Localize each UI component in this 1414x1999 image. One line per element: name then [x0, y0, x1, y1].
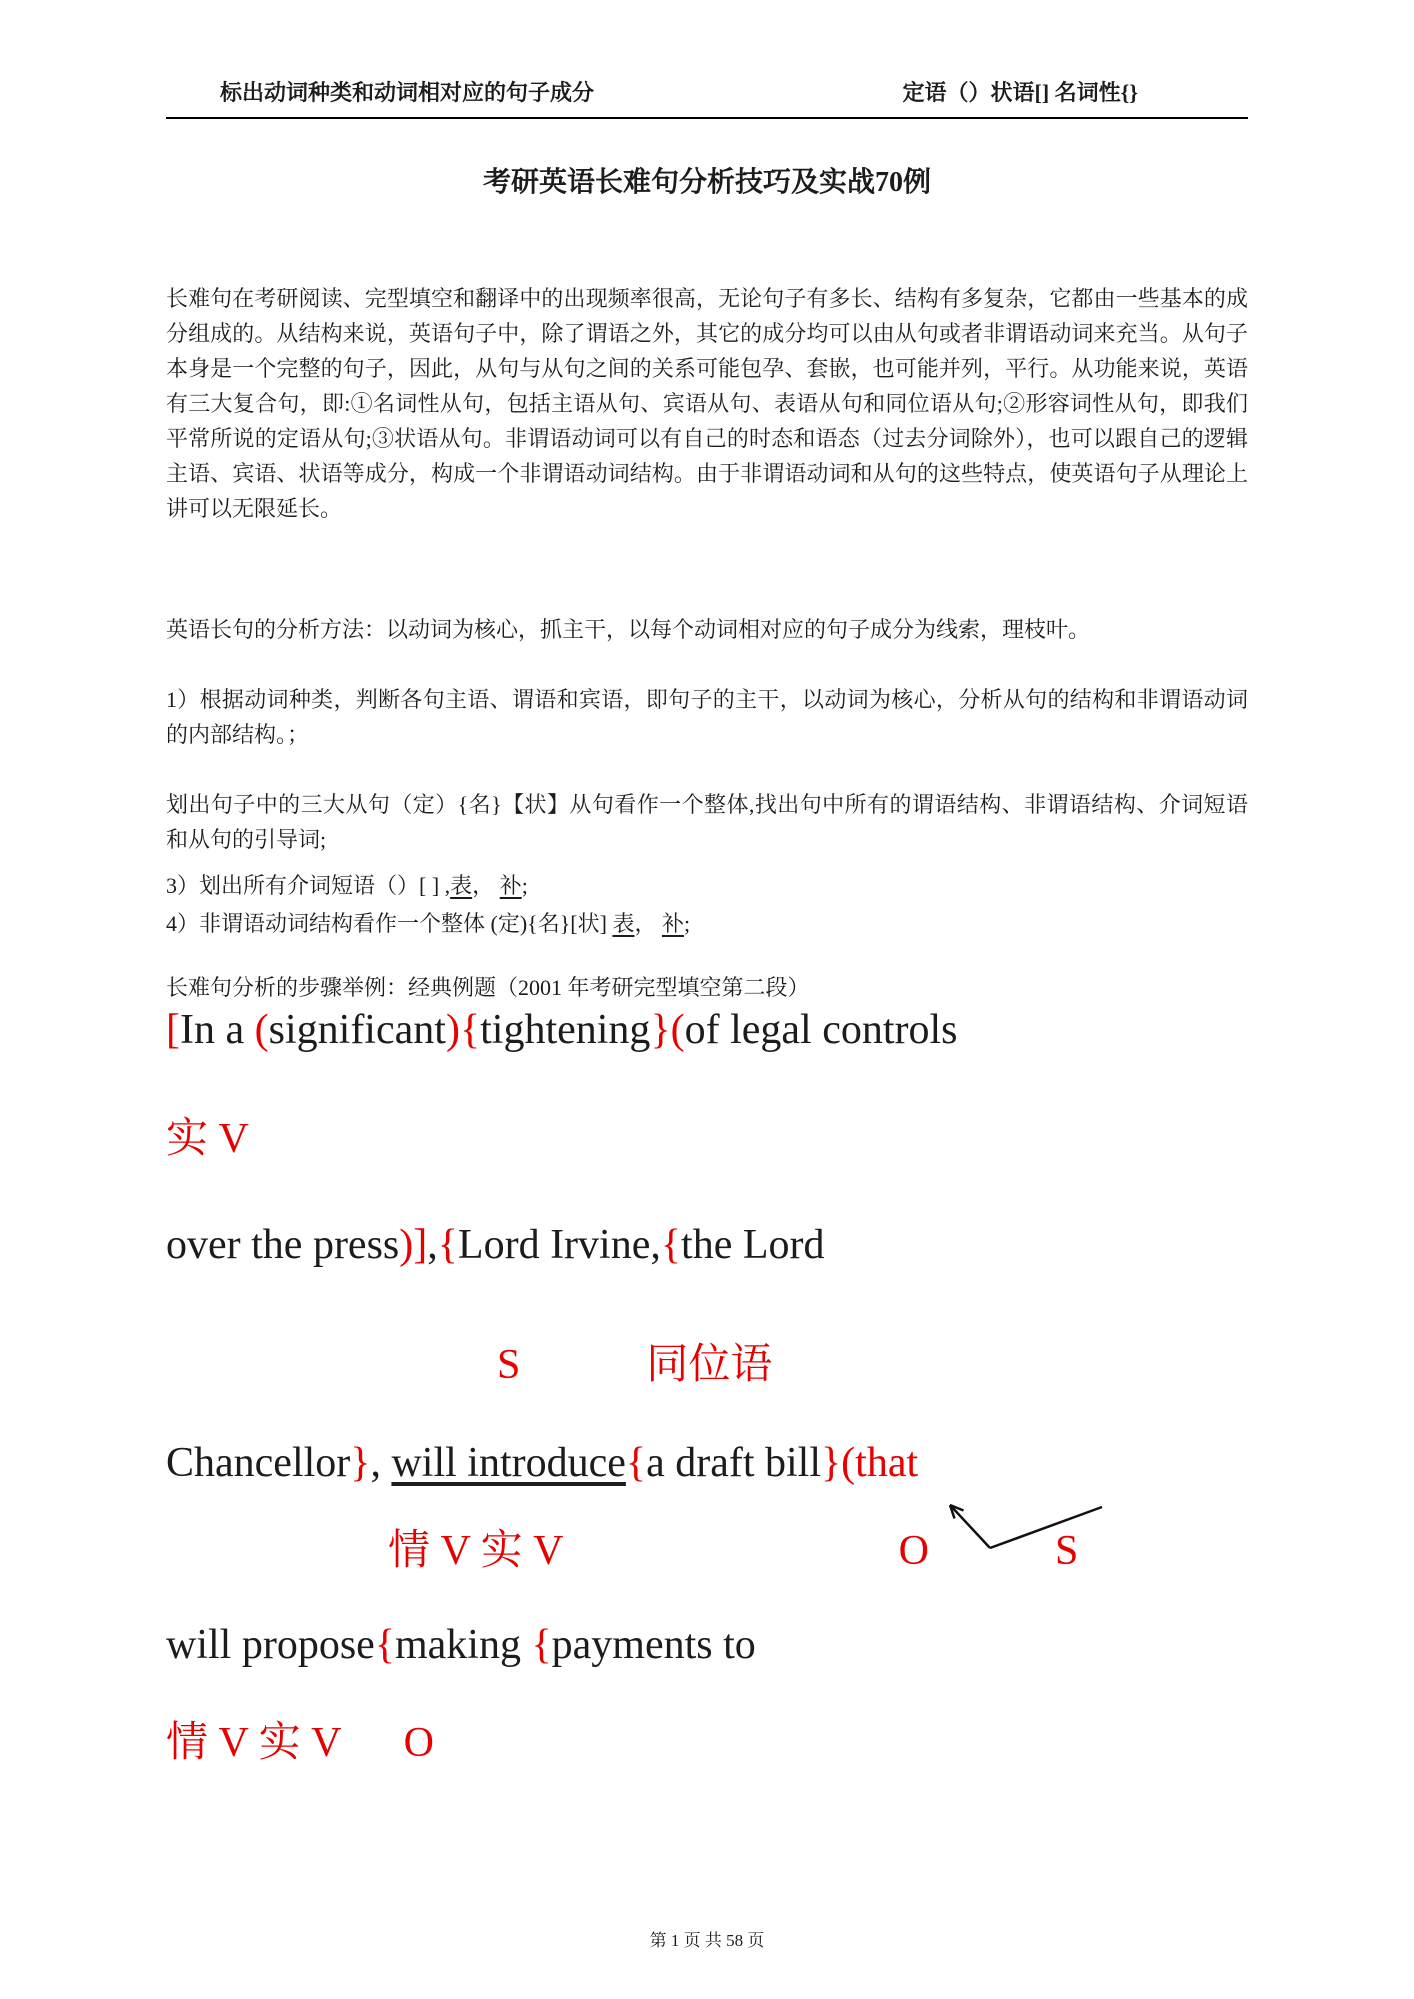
page-footer: 第 1 页 共 58 页	[649, 1931, 765, 1950]
method-paragraph: 英语长句的分析方法：以动词为核心，抓主干，以每个动词相对应的句子成分为线索，理枝叶。	[166, 617, 1091, 642]
annotation-line-4: 情 V 实 V O	[166, 1720, 434, 1766]
sentence-line-4: will propose{making {payments to	[166, 1622, 756, 1668]
annotation-line-1: 实 V	[166, 1116, 249, 1162]
annotation-line-2: S 同位语	[497, 1342, 773, 1388]
sentence-line-1: [In a (significant){tightening}(of legal controls	[166, 1007, 958, 1053]
step-4: 4）非谓语动词结构看作一个整体 (定){名}[状] 表， 补;	[166, 911, 691, 936]
sentence-line-2: over the press)],{Lord Irvine,{the Lord	[166, 1222, 825, 1268]
intro-paragraph: 长难句在考研阅读、完型填空和翻译中的出现频率很高，无论句子有多长、结构有多复杂，它都由一些基本的成分组成的。从结构来说，英语句子中，除了谓语之外，其它的成分均可以由从句或者非谓语动词来充当。从句子本身是一个完整的句子，因此，从句与从句之间的关系可能包孕、套嵌，也可能并列，平行。从功能来说，英语有三大复合句，即:①名词性从句，包括主语从句、宾语从句、表语从句和同位语从句;②形容词性从句，即我们平常所说的定语从句;③状语从句。非谓语动词可以有自己的时态和语态（过去分词除外），也可以跟自己的逻辑主语、宾语、状语等成分，构成一个非谓语动词结构。由于非谓语动词和从句的这些特点，使英语句子从理论上讲可以无限延长。	[166, 286, 1248, 521]
example-caption: 长难句分析的步骤举例：经典例题（2001 年考研完型填空第二段）	[166, 975, 810, 1000]
annotation-line-3: 情 V 实 V O S	[388, 1528, 1079, 1574]
step-3: 3）划出所有介词短语（）[ ] ,表， 补;	[166, 873, 528, 898]
header-right-text: 定语（）状语[] 名词性{}	[902, 80, 1138, 105]
sentence-line-3: Chancellor}, will introduce{a draft bill}(that	[166, 1440, 919, 1486]
header-left-text: 标出动词种类和动词相对应的句子成分	[220, 80, 595, 105]
page-header	[166, 76, 1248, 119]
step-1: 1）根据动词种类，判断各句主语、谓语和宾语，即句子的主干，以动词为核心，分析从句的结构和非谓语动词的内部结构。；	[166, 687, 1248, 747]
page-title: 考研英语长难句分析技巧及实战70例	[482, 167, 931, 198]
step-2: 划出句子中的三大从句（定）{名}【状】从句看作一个整体,找出句中所有的谓语结构、非谓语结构、介词短语和从句的引导词;	[166, 792, 1248, 852]
